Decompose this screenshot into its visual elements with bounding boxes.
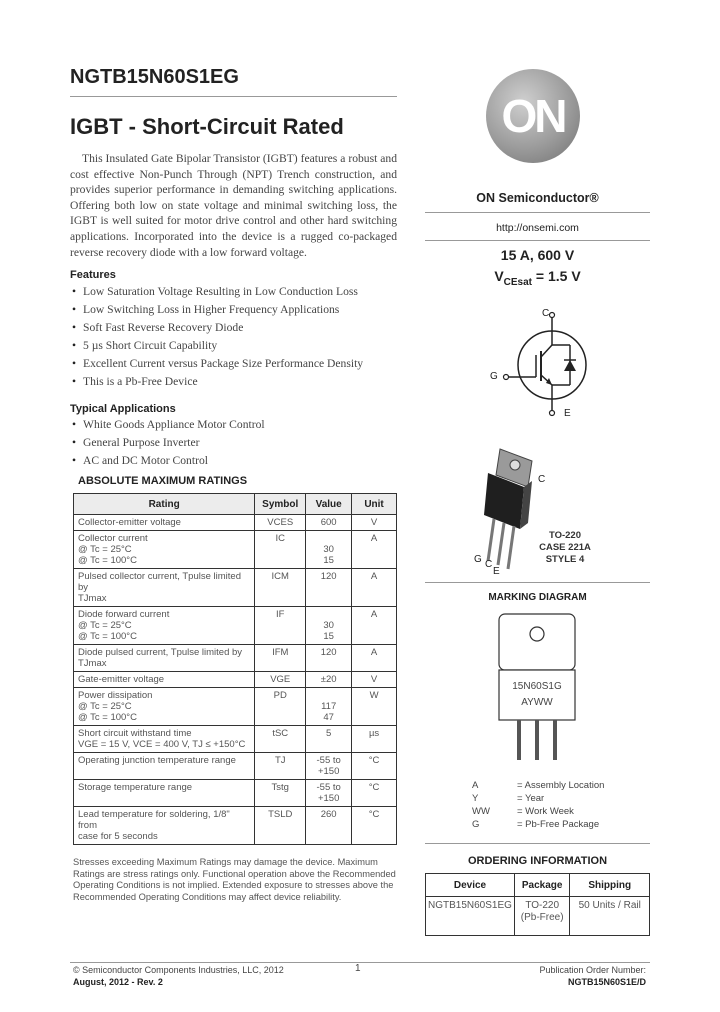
url-divider bbox=[425, 240, 650, 241]
rating-cell: Diode pulsed current, Tpulse limited by TJmax bbox=[74, 645, 255, 672]
title-divider bbox=[70, 96, 397, 97]
order-device: NGTB15N60S1EG bbox=[426, 897, 515, 936]
list-item: • Low Saturation Voltage Resulting in Low Conduction Loss bbox=[71, 283, 363, 301]
legend-row: G = Pb-Free Package bbox=[472, 819, 600, 830]
package-pin-e: E bbox=[493, 566, 500, 577]
list-item: • 5 µs Short Circuit Capability bbox=[71, 337, 363, 355]
rating-cell: Operating junction temperature range bbox=[74, 753, 255, 780]
rating-cell: Collector-emitter voltage bbox=[74, 515, 255, 531]
ratings-footnote: Stresses exceeding Maximum Ratings may damage the device. Maximum Ratings are stress ratings only. Functional operation above the Recommended Operating Conditions is not implied. Extended exposure to stresses above the Recommended Operating Conditions may affect device reliability. bbox=[73, 857, 396, 902]
rating-cell: Pulsed collector current, Tpulse limited by TJmax bbox=[74, 569, 255, 607]
table-row bbox=[74, 645, 397, 672]
brand-name: ON Semiconductor® bbox=[476, 191, 599, 205]
spec-current-voltage: 15 A, 600 V bbox=[500, 247, 575, 263]
unit-cell: °C bbox=[352, 807, 397, 845]
footer-copyright: © Semiconductor Components Industries, LLC, 2012 bbox=[73, 965, 284, 975]
col-header-package: Package bbox=[514, 874, 569, 897]
col-header-value: Value bbox=[306, 494, 352, 515]
list-item: • White Goods Appliance Motor Control bbox=[71, 416, 265, 434]
col-header-device: Device bbox=[426, 874, 515, 897]
value-cell: 117 47 bbox=[306, 688, 352, 726]
table-row bbox=[74, 807, 397, 845]
list-item: • AC and DC Motor Control bbox=[71, 452, 265, 470]
table-row bbox=[74, 607, 397, 645]
rating-cell: Power dissipation @ Tc = 25°C @ Tc = 100°C bbox=[74, 688, 255, 726]
pin-label-gate: G bbox=[490, 371, 498, 382]
symbol-cell: IFM bbox=[255, 645, 306, 672]
col-header-symbol: Symbol bbox=[255, 494, 306, 515]
legend-row: WW = Work Week bbox=[472, 806, 574, 817]
unit-cell: A bbox=[352, 607, 397, 645]
package-pin-c: C bbox=[538, 474, 546, 485]
igbt-schematic-symbol bbox=[480, 305, 600, 425]
rating-cell: Storage temperature range bbox=[74, 780, 255, 807]
marking-line-2: AYWW bbox=[521, 697, 553, 708]
list-item: • This is a Pb-Free Device bbox=[71, 373, 363, 391]
table-row bbox=[74, 780, 397, 807]
value-cell: 260 bbox=[306, 807, 352, 845]
symbol-cell: VCES bbox=[255, 515, 306, 531]
footer-pub-number: NGTB15N60S1E/D bbox=[567, 977, 646, 987]
rating-cell: Diode forward current @ Tc = 25°C @ Tc = 100°C bbox=[74, 607, 255, 645]
value-cell: ±20 bbox=[306, 672, 352, 688]
order-package: TO-220 (Pb-Free) bbox=[514, 897, 569, 936]
symbol-cell: IF bbox=[255, 607, 306, 645]
applications-heading: Typical Applications bbox=[70, 403, 176, 415]
table-row bbox=[74, 672, 397, 688]
value-cell: 30 15 bbox=[306, 607, 352, 645]
list-item: • Soft Fast Reverse Recovery Diode bbox=[71, 319, 363, 337]
symbol-cell: VGE bbox=[255, 672, 306, 688]
symbol-cell: Tstg bbox=[255, 780, 306, 807]
ratings-table-title: ABSOLUTE MAXIMUM RATINGS bbox=[78, 475, 248, 487]
table-row bbox=[74, 726, 397, 753]
applications-list bbox=[71, 416, 265, 470]
value-cell: 120 bbox=[306, 645, 352, 672]
unit-cell: µs bbox=[352, 726, 397, 753]
value-cell: 600 bbox=[306, 515, 352, 531]
symbol-cell: ICM bbox=[255, 569, 306, 607]
order-shipping: 50 Units / Rail bbox=[570, 897, 650, 936]
unit-cell: °C bbox=[352, 753, 397, 780]
legend-row: A = Assembly Location bbox=[472, 780, 605, 791]
marking-line-1: 15N60S1G bbox=[512, 681, 562, 692]
symbol-cell: tSC bbox=[255, 726, 306, 753]
marking-diagram-heading: MARKING DIAGRAM bbox=[488, 592, 587, 603]
unit-cell: A bbox=[352, 531, 397, 569]
rating-cell: Lead temperature for soldering, 1/8" from case for 5 seconds bbox=[74, 807, 255, 845]
unit-cell: °C bbox=[352, 780, 397, 807]
unit-cell: W bbox=[352, 688, 397, 726]
list-item: • Low Switching Loss in Higher Frequency Applications bbox=[71, 301, 363, 319]
rating-cell: Short circuit withstand time VGE = 15 V, VCE = 400 V, TJ ≤ +150°C bbox=[74, 726, 255, 753]
on-semi-logo: ON bbox=[486, 69, 580, 163]
value-cell: 120 bbox=[306, 569, 352, 607]
col-header-shipping: Shipping bbox=[570, 874, 650, 897]
table-header-row bbox=[426, 874, 650, 897]
symbol-cell: TSLD bbox=[255, 807, 306, 845]
symbol-cell: IC bbox=[255, 531, 306, 569]
ratings-table bbox=[73, 493, 397, 845]
legend-row: Y = Year bbox=[472, 793, 545, 804]
package-pin-c2: C bbox=[485, 559, 493, 570]
page-title: IGBT - Short-Circuit Rated bbox=[70, 114, 344, 139]
ordering-heading: ORDERING INFORMATION bbox=[467, 855, 608, 867]
table-header-row bbox=[74, 494, 397, 515]
unit-cell: A bbox=[352, 645, 397, 672]
spec-vcesat: $V_{CEsat} = 1.5$ V bbox=[494, 268, 581, 288]
value-cell: -55 to +150 bbox=[306, 780, 352, 807]
intro-paragraph: This Insulated Gate Bipolar Transistor (IGBT) features a robust and cost effective Non-Punch Through (NPT) Trench construction, and provides superior performance in demanding switching applications. Offering both low on state voltage and minimal switching loss, the IGBT is well suited for motor drive control and other hard switching applications. Incorporated into the device is a rugged co-packaged reverse recovery diode with a low forward voltage. bbox=[70, 152, 397, 259]
website-link[interactable]: http://onsemi.com bbox=[496, 222, 579, 234]
col-header-unit: Unit bbox=[352, 494, 397, 515]
table-row bbox=[74, 753, 397, 780]
package-info: TO-220 CASE 221A STYLE 4 bbox=[539, 530, 591, 565]
table-row bbox=[74, 569, 397, 607]
value-cell: -55 to +150 bbox=[306, 753, 352, 780]
symbol-cell: PD bbox=[255, 688, 306, 726]
rating-cell: Collector current @ Tc = 25°C @ Tc = 100°C bbox=[74, 531, 255, 569]
footer-page-number: 1 bbox=[355, 963, 361, 974]
marking-legend bbox=[472, 779, 604, 831]
unit-cell: A bbox=[352, 569, 397, 607]
table-row bbox=[74, 688, 397, 726]
package-divider bbox=[425, 582, 650, 583]
symbol-cell: TJ bbox=[255, 753, 306, 780]
pin-label-collector: C bbox=[542, 308, 550, 319]
table-row bbox=[74, 515, 397, 531]
part-number: NGTB15N60S1EG bbox=[70, 66, 239, 88]
ordering-divider bbox=[425, 843, 650, 844]
unit-cell: V bbox=[352, 672, 397, 688]
rating-cell: Gate-emitter voltage bbox=[74, 672, 255, 688]
pin-label-emitter: E bbox=[564, 408, 571, 419]
features-heading: Features bbox=[70, 269, 116, 281]
list-item: • Excellent Current versus Package Size Performance Density bbox=[71, 355, 363, 373]
value-cell: 5 bbox=[306, 726, 352, 753]
value-cell: 30 15 bbox=[306, 531, 352, 569]
col-header-rating: Rating bbox=[74, 494, 255, 515]
ordering-table bbox=[425, 873, 650, 936]
package-pin-g: G bbox=[474, 554, 482, 565]
features-list bbox=[71, 283, 363, 391]
brand-divider bbox=[425, 212, 650, 213]
footer-pub-label: Publication Order Number: bbox=[539, 965, 646, 975]
table-row bbox=[74, 531, 397, 569]
footer-date: August, 2012 - Rev. 2 bbox=[73, 977, 163, 987]
table-row bbox=[426, 897, 650, 936]
unit-cell: V bbox=[352, 515, 397, 531]
list-item: • General Purpose Inverter bbox=[71, 434, 265, 452]
